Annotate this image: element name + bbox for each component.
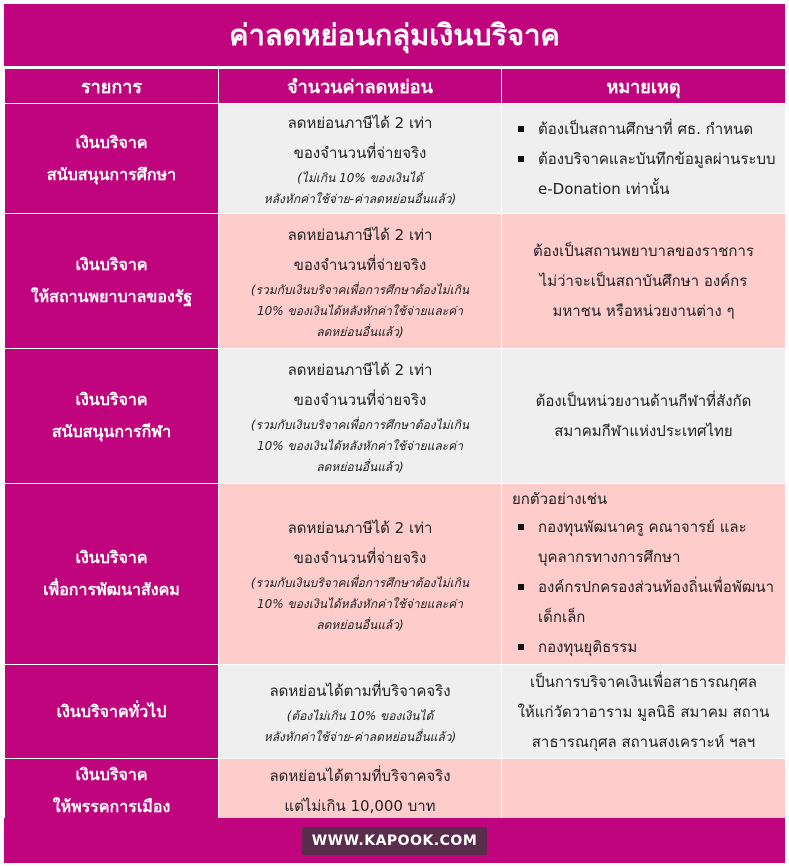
amount-main: ลดหย่อนภาษีได้ 2 เท่า bbox=[287, 518, 433, 537]
note-bullet: กองทุนพัฒนาครู คณาจารย์ และบุคลากรทางการศึกษา bbox=[516, 512, 777, 572]
amount-main: ลดหย่อนภาษีได้ 2 เท่า bbox=[287, 113, 433, 132]
amount-main: ลดหย่อนภาษีได้ 2 เท่า bbox=[287, 225, 433, 244]
table-row bbox=[5, 349, 786, 484]
row-label-line: ให้สถานพยาบาลของรัฐ bbox=[30, 287, 193, 306]
note-cell bbox=[502, 349, 786, 484]
row-label-line: เงินบริจาคทั่วไป bbox=[56, 701, 167, 721]
amount-sub: ลดหย่อนอื่นแล้ว) bbox=[316, 459, 404, 474]
note-text: ต้องเป็นหน่วยงานด้านกีฬาที่สังกัด bbox=[535, 392, 752, 410]
amount-main: ลดหย่อนได้ตามที่บริจาคจริง bbox=[269, 681, 451, 700]
table-row bbox=[5, 759, 786, 824]
amount-main: ของจำนวนที่จ่ายจริง bbox=[293, 390, 427, 409]
header-note: หมายเหตุ bbox=[502, 69, 786, 104]
table-row bbox=[5, 104, 786, 214]
note-text: ให้แก่วัดวาอาราม มูลนิธิ สมาคม สถาน bbox=[517, 702, 770, 721]
amount-cell bbox=[219, 349, 502, 484]
note-cell bbox=[502, 214, 786, 349]
amount-cell bbox=[219, 759, 502, 824]
row-label bbox=[5, 104, 219, 214]
amount-sub: (รวมกับเงินบริจาคเพื่อการศึกษาต้องไม่เกิน bbox=[250, 575, 470, 590]
brand-watermark: WWW.KAPOOK.COM bbox=[302, 827, 488, 855]
note-cell bbox=[502, 104, 786, 214]
amount-cell bbox=[219, 484, 502, 665]
amount-main: ลดหย่อนได้ตามที่บริจาคจริง bbox=[269, 767, 451, 785]
deduction-table bbox=[4, 68, 786, 824]
note-bullet: กองทุนยุติธรรม bbox=[516, 632, 777, 662]
note-text: มหาชน หรือหน่วยงานต่าง ๆ bbox=[552, 302, 735, 320]
note-cell bbox=[502, 484, 786, 665]
amount-cell bbox=[219, 665, 502, 759]
note-text: ไม่ว่าจะเป็นสถาบันศึกษา องค์กร bbox=[539, 272, 748, 290]
amount-sub: 10% ของเงินได้หลังหักค่าใช้จ่ายและค่า bbox=[257, 596, 463, 611]
note-text: สมาคมกีฬาแห่งประเทศไทย bbox=[554, 422, 733, 440]
row-label-line: สนับสนุนการกีฬา bbox=[51, 422, 172, 441]
row-label-line: เงินบริจาค bbox=[75, 765, 148, 784]
row-label bbox=[5, 214, 219, 349]
amount-sub: (รวมกับเงินบริจาคเพื่อการศึกษาต้องไม่เกิน bbox=[250, 417, 470, 432]
amount-sub: หลังหักค่าใช้จ่าย-ค่าลดหย่อนอื่นแล้ว) bbox=[263, 191, 457, 206]
header-item: รายการ bbox=[5, 69, 219, 104]
row-label-line: เพื่อการพัฒนาสังคม bbox=[43, 580, 180, 599]
table-row bbox=[5, 665, 786, 759]
amount-main: แต่ไม่เกิน 10,000 บาท bbox=[284, 797, 436, 815]
row-label bbox=[5, 759, 219, 824]
note-list bbox=[502, 512, 785, 662]
amount-main: ของจำนวนที่จ่ายจริง bbox=[293, 143, 427, 162]
note-bullet: องค์กรปกครองส่วนท้องถิ่นเพื่อพัฒนาเด็กเล็ก bbox=[516, 572, 777, 632]
note-intro: ยกตัวอย่างเช่น bbox=[512, 490, 608, 508]
note-bullet: ต้องบริจาคและบันทึกข้อมูลผ่านระบบ e-Donation เท่านั้น bbox=[516, 144, 777, 204]
note-cell bbox=[502, 665, 786, 759]
note-cell-empty bbox=[502, 759, 786, 824]
amount-main: ลดหย่อนภาษีได้ 2 เท่า bbox=[287, 360, 433, 379]
row-label bbox=[5, 484, 219, 665]
row-label-line: เงินบริจาค bbox=[75, 255, 148, 274]
row-label-line: สนับสนุนการศึกษา bbox=[46, 164, 177, 184]
amount-sub: (ต้องไม่เกิน 10% ของเงินได้ bbox=[286, 708, 434, 723]
amount-sub: 10% ของเงินได้หลังหักค่าใช้จ่ายและค่า bbox=[257, 303, 463, 318]
amount-sub: ลดหย่อนอื่นแล้ว) bbox=[316, 617, 404, 632]
note-text: เป็นการบริจาคเงินเพื่อสาธารณกุศล bbox=[530, 672, 757, 691]
amount-sub: (ไม่เกิน 10% ของเงินได้ bbox=[297, 170, 423, 185]
row-label-line: เงินบริจาค bbox=[75, 132, 148, 152]
amount-main: ของจำนวนที่จ่ายจริง bbox=[293, 255, 427, 274]
amount-cell bbox=[219, 214, 502, 349]
row-label bbox=[5, 665, 219, 759]
table-row bbox=[5, 214, 786, 349]
amount-sub: ลดหย่อนอื่นแล้ว) bbox=[316, 324, 404, 339]
amount-sub: หลังหักค่าใช้จ่าย-ค่าลดหย่อนอื่นแล้ว) bbox=[263, 729, 457, 744]
row-label-line: เงินบริจาค bbox=[75, 548, 148, 567]
table-row bbox=[5, 484, 786, 665]
page-title: ค่าลดหย่อนกลุ่มเงินบริจาค bbox=[4, 4, 785, 66]
row-label-line: เงินบริจาค bbox=[75, 390, 148, 409]
note-text: สาธารณกุศล สถานสงเคราะห์ ฯลฯ bbox=[531, 732, 756, 751]
amount-cell bbox=[219, 104, 502, 214]
amount-main: ของจำนวนที่จ่ายจริง bbox=[293, 548, 427, 567]
amount-sub: (รวมกับเงินบริจาคเพื่อการศึกษาต้องไม่เกิน bbox=[250, 282, 470, 297]
header-amount: จำนวนค่าลดหย่อน bbox=[219, 69, 502, 104]
row-label-line: ให้พรรคการเมือง bbox=[52, 797, 171, 816]
note-list bbox=[502, 114, 785, 204]
header-row bbox=[5, 69, 786, 104]
note-bullet: ต้องเป็นสถานศึกษาที่ ศธ. กำหนด bbox=[516, 114, 777, 144]
note-text: ต้องเป็นสถานพยาบาลของราชการ bbox=[533, 242, 754, 260]
amount-sub: 10% ของเงินได้หลังหักค่าใช้จ่ายและค่า bbox=[257, 438, 463, 453]
row-label bbox=[5, 349, 219, 484]
footer bbox=[4, 818, 785, 863]
